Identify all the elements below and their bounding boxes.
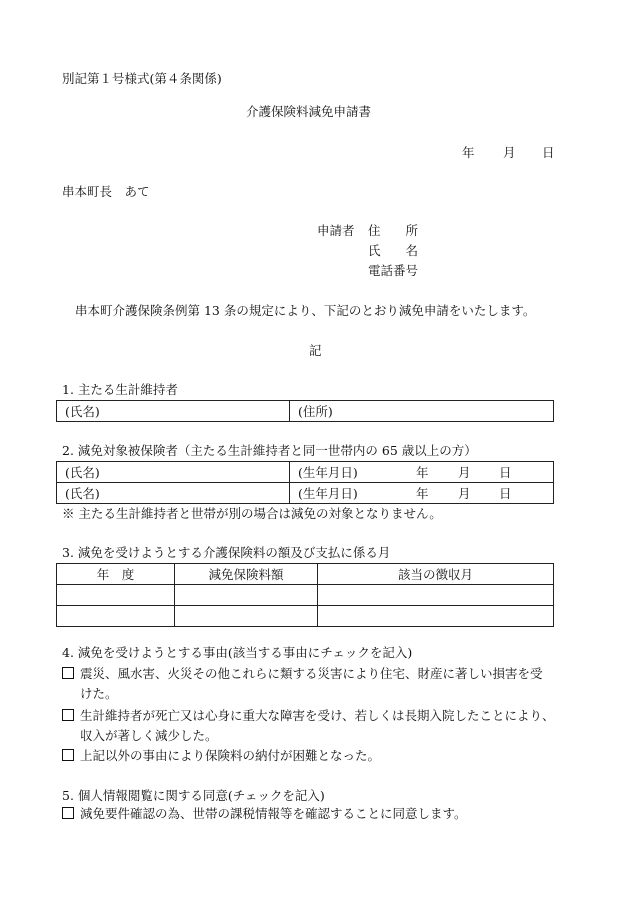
date-day: 日 bbox=[542, 145, 555, 160]
checkbox[interactable] bbox=[62, 667, 74, 679]
insured-name-field[interactable]: (氏名) bbox=[57, 462, 290, 483]
birthdate-label: (生年月日) bbox=[298, 465, 358, 480]
applicant-name-label: 氏 名 bbox=[368, 243, 419, 258]
section5-heading: 5. 個人情報閲覧に関する同意(チェックを記入) bbox=[62, 788, 325, 803]
birthdate-label: (生年月日) bbox=[298, 486, 358, 501]
section2-table bbox=[56, 461, 554, 504]
birth-year-label: 年 bbox=[416, 465, 429, 480]
reason-item-death-illness[interactable]: 生計維持者が死亡又は心身に重大な障害を受け、若しくは長期入院したことにより、 bbox=[62, 708, 555, 724]
intro-text: 串本町介護保険条例第 13 条の規定により、下記のとおり減免申請をいたします。 bbox=[75, 303, 536, 318]
document-title: 介護保険料減免申請書 bbox=[246, 104, 372, 119]
birth-day-label: 日 bbox=[499, 486, 512, 501]
reason-item-disaster[interactable]: 震災、風水害、火災その他これらに類する災害により住宅、財産に著しい損害を受 bbox=[62, 666, 543, 682]
table-row bbox=[57, 401, 554, 422]
section3-heading: 3. 減免を受けようとする介護保険料の額及び支払に係る月 bbox=[62, 545, 391, 560]
reduction-amount-field[interactable] bbox=[175, 606, 318, 627]
section4-heading: 4. 減免を受けようとする事由(該当する事由にチェックを記入) bbox=[62, 645, 413, 660]
main-earner-address-field[interactable]: (住所) bbox=[290, 401, 554, 422]
insured-name-field[interactable]: (氏名) bbox=[57, 483, 290, 504]
table-header-row bbox=[57, 564, 554, 585]
applicant-phone-label: 電話番号 bbox=[368, 263, 419, 278]
table-row bbox=[57, 585, 554, 606]
header-collection-month: 該当の徴収月 bbox=[318, 564, 554, 585]
main-earner-name-field[interactable]: (氏名) bbox=[57, 401, 290, 422]
reason-item-death-illness-cont: 収入が著しく減少した。 bbox=[80, 728, 218, 743]
collection-month-field[interactable] bbox=[318, 606, 554, 627]
reason-item-disaster-cont: けた。 bbox=[80, 686, 118, 701]
table-row bbox=[57, 606, 554, 627]
date-year: 年 bbox=[462, 145, 475, 160]
fiscal-year-field[interactable] bbox=[57, 585, 175, 606]
birth-year-label: 年 bbox=[416, 486, 429, 501]
checkbox[interactable] bbox=[62, 709, 74, 721]
birth-month-label: 月 bbox=[458, 486, 471, 501]
addressee: 串本町長 あて bbox=[62, 184, 150, 199]
reduction-amount-field[interactable] bbox=[175, 585, 318, 606]
form-number: 別記第１号様式(第４条関係) bbox=[62, 71, 222, 86]
checkbox[interactable] bbox=[62, 807, 74, 819]
birth-month-label: 月 bbox=[458, 465, 471, 480]
applicant-address-label: 住 所 bbox=[368, 223, 419, 238]
fiscal-year-field[interactable] bbox=[57, 606, 175, 627]
table-row bbox=[57, 483, 554, 504]
applicant-label: 申請者 bbox=[317, 223, 355, 238]
section2-heading: 2. 減免対象被保険者（主たる生計維持者と同一世帯内の 65 歳以上の方） bbox=[62, 443, 477, 458]
table-row bbox=[57, 462, 554, 483]
section1-table bbox=[56, 400, 554, 422]
birth-day-label: 日 bbox=[499, 465, 512, 480]
checkbox[interactable] bbox=[62, 749, 74, 761]
insured-birthdate-field[interactable] bbox=[290, 462, 554, 483]
consent-item[interactable]: 減免要件確認の為、世帯の課税情報等を確認することに同意します。 bbox=[62, 806, 467, 822]
ki-mark: 記 bbox=[309, 343, 322, 358]
header-fiscal-year: 年 度 bbox=[57, 564, 175, 585]
collection-month-field[interactable] bbox=[318, 585, 554, 606]
section1-heading: 1. 主たる生計維持者 bbox=[62, 382, 178, 397]
section3-table bbox=[56, 563, 554, 627]
section2-note: ※ 主たる生計維持者と世帯が別の場合は減免の対象となりません。 bbox=[62, 506, 442, 521]
header-reduction-amount: 減免保険料額 bbox=[175, 564, 318, 585]
insured-birthdate-field[interactable] bbox=[290, 483, 554, 504]
date-month: 月 bbox=[503, 145, 516, 160]
reason-item-other[interactable]: 上記以外の事由により保険料の納付が困難となった。 bbox=[62, 748, 380, 764]
